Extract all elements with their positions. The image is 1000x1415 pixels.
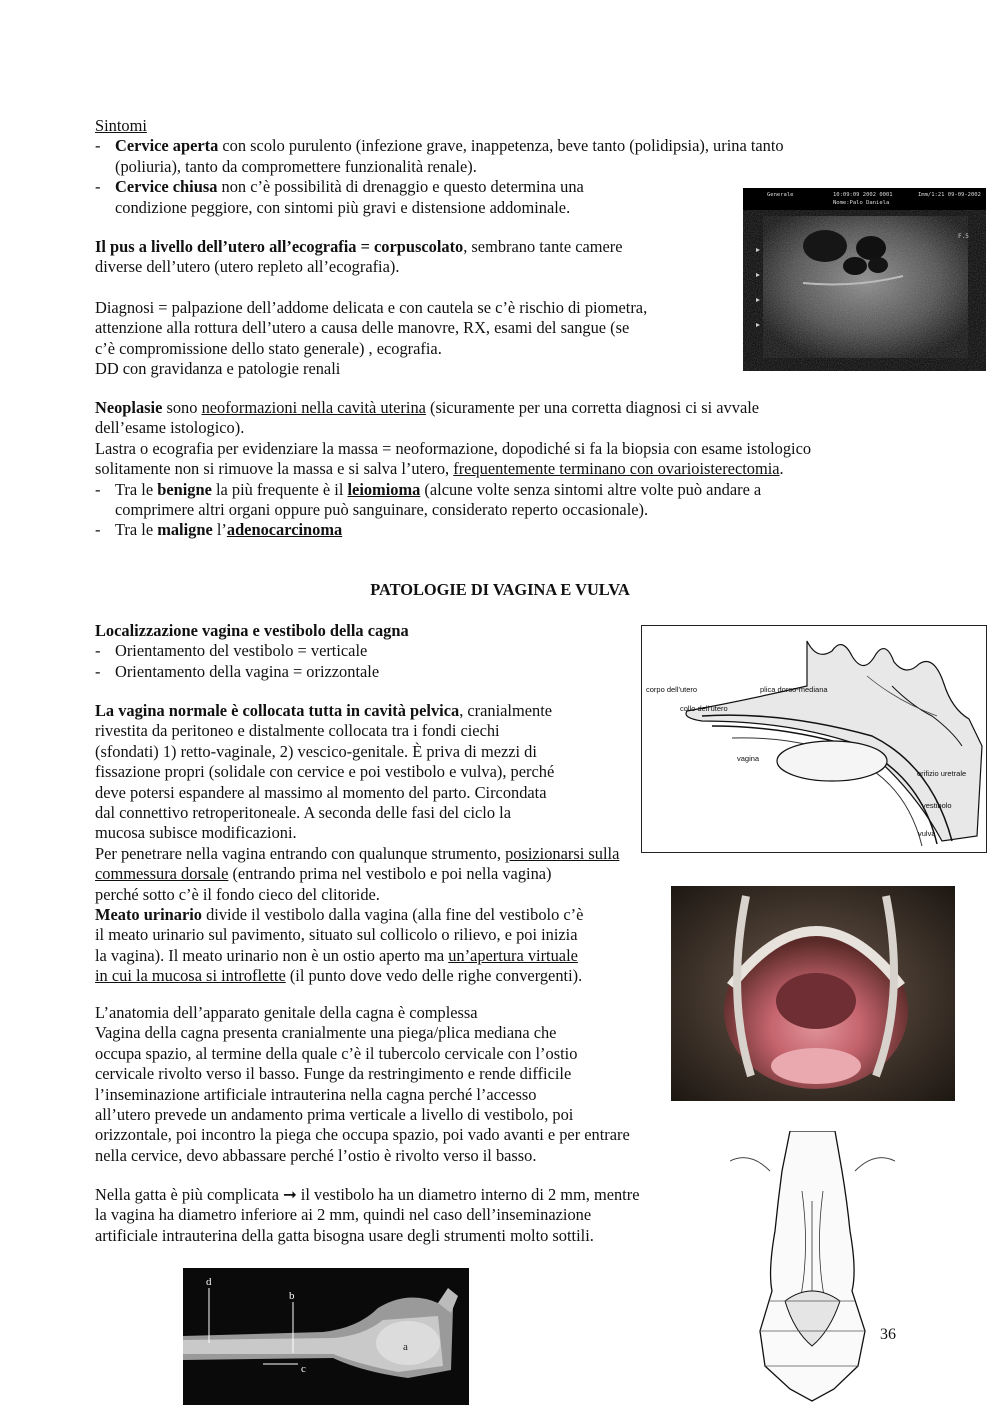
- neoplasie-paragraph: Neoplasie sono neoformazioni nella cavità uterina (sicuramente per una corretta diagnosi ci si avvale dell’esame istologico). Lastra o ecografia per evidenziare la massa = neoformazione, dopodiché si fa la biopsia con esame istologico solitamente non si rimuove la massa e si salva l’utero, frequentemente terminano con ovarioisterectomia. - Tra le benigne la più frequente è il leiomioma (alcune volte senza sintomi altre volte può andare a comprimere altri organi oppure può sanguinare, considerato reperto occasionale). - Tra le maligne l’adenocarcinoma: [95, 398, 812, 540]
- page-number: 36: [880, 1326, 896, 1343]
- genital-tract-diagram: [641, 625, 987, 853]
- svg-text:Imm/1:21 09-09-2002: Imm/1:21 09-09-2002: [918, 192, 981, 198]
- label-vulva: vulva: [918, 829, 936, 838]
- us-header-left: Generale: [767, 192, 794, 198]
- sem-label-c: c: [301, 1363, 306, 1375]
- vaginal-speculum-photo: [671, 886, 955, 1101]
- svg-text:Nome:Palo Daniela: Nome:Palo Daniela: [833, 200, 890, 206]
- svg-text:10:09:09 2002 0001: 10:09:09 2002 0001: [833, 192, 893, 198]
- diagnosi-paragraph: Diagnosi = palpazione dell’addome delicata e con cautela se c’è rischio di piometra, attenzione alla rottura dell’utero a causa delle manovre, RX, esami del sangue (se c’è compromissione dello stato generale) , ecografia. DD con gravidanza e patologie renali: [95, 298, 648, 379]
- sintomi-section: Sintomi - Cervice aperta con scolo purulento (infezione grave, inappetenza, beve tanto (polidipsia), urina tanto (poliuria), tanto da compromettere funzionalità renale). - Cervice chiusa non c’è possibilità di drenaggio e questo determina una condizione peggiore, con sintomi più gravi e distensione addominale.: [95, 116, 784, 217]
- anatomia-paragraph: L’anatomia dell’apparato genitale della cagna è complessa Vagina della cagna presenta cranialmente una piega/plica mediana che occupa spazio, al termine della quale c’è il tubercolo cervicale con l’ostio cervicale rivolto verso il basso. Funge da restringimento e rende difficile l’inseminazione artificiale intrauterina nella cagna perché l’accesso all’utero prevede un andamento prima verticale a livello di vestibolo, poi orizzontale, poi incontro la piega che occupa spazio, poi vado avanti e per entrare nella cervice, devo abbassare perché l’ostio è rivolto verso il basso.: [95, 1003, 630, 1165]
- neoplasie-bullet-1: - Tra le benigne la più frequente è il leiomioma (alcune volte senza sintomi altre volte può andare a: [95, 479, 762, 499]
- localizzazione-section: Localizzazione vagina e vestibolo della cagna - Orientamento del vestibolo = verticale - Orientamento della vagina = orizzontale: [95, 621, 409, 681]
- ultrasound-image: [743, 188, 986, 371]
- label-orifizio: orifizio uretrale: [917, 769, 967, 778]
- sintomi-bullet-1: - Cervice aperta con scolo purulento (infezione grave, inappetenza, beve tanto (polidipsia), urina tanto: [95, 136, 784, 156]
- label-corpo-utero: corpo dell'utero: [646, 685, 698, 694]
- gatta-paragraph: Nella gatta è più complicata ➞ il vestibolo ha un diametro interno di 2 mm, mentre la vagina ha diametro inferiore ai 2 mm, quindi nel caso dell’inseminazione artificiale intrauterina della gatta bisogna usare degli strumenti molto sottili.: [95, 1185, 640, 1245]
- arrow-icon: ➞: [282, 1185, 297, 1204]
- sintomi-title: Sintomi: [95, 116, 147, 135]
- section-title: PATOLOGIE DI VAGINA E VULVA: [370, 580, 630, 599]
- sem-micrograph: [183, 1268, 469, 1405]
- label-collo-utero: collo dell'utero: [680, 704, 728, 713]
- neoplasie-bullet-2: - Tra le maligne l’adenocarcinoma: [95, 520, 343, 540]
- vagina-paragraph: La vagina normale è collocata tutta in cavità pelvica, cranialmente rivestita da peritoneo e distalmente collocata tra i fondi ciechi (sfondati) 1) retto-vaginale, 2) vescico-genitale. È priva di mezzi di fissazione propri (solidale con cervice e poi vestibolo e vulva), perché deve potersi espandere al massimo al momento del parto. Circondata dal connettivo retroperitoneale. A seconda delle fasi del ciclo la mucosa subisce modificazioni. Per penetrare nella vagina entrando con qualunque strumento, posizionarsi sulla commessura dorsale (entrando prima nel vestibolo e poi nella vagina) perché sotto c’è il fondo cieco del clitoride. Meato urinario divide il vestibolo dalla vagina (alla fine del vestibolo c’è il meato urinario sul pavimento, situato sul collicolo o rilievo, e poi inizia la vagina). Il meato urinario non è un ostio aperto ma un’apertura virtuale in cui la mucosa si introflette (il punto dove vedo delle righe convergenti).: [95, 701, 620, 986]
- sintomi-bullet-2: - Cervice chiusa non c’è possibilità di drenaggio e questo determina una: [95, 177, 584, 197]
- sem-label-d: d: [206, 1276, 212, 1288]
- sem-label-a: a: [403, 1341, 408, 1353]
- sem-label-b: b: [289, 1290, 295, 1302]
- label-vagina: vagina: [737, 754, 760, 763]
- pus-paragraph: Il pus a livello dell’utero all’ecografia = corpuscolato, sembrano tante camere diverse dell’utero (utero repleto all’ecografia).: [95, 237, 623, 277]
- svg-text:F.5: F.5: [958, 233, 969, 240]
- vestibule-line-drawing: [730, 1131, 895, 1405]
- label-vestibolo: vestibolo: [922, 801, 952, 810]
- label-plica: plica dorso-mediana: [760, 685, 828, 694]
